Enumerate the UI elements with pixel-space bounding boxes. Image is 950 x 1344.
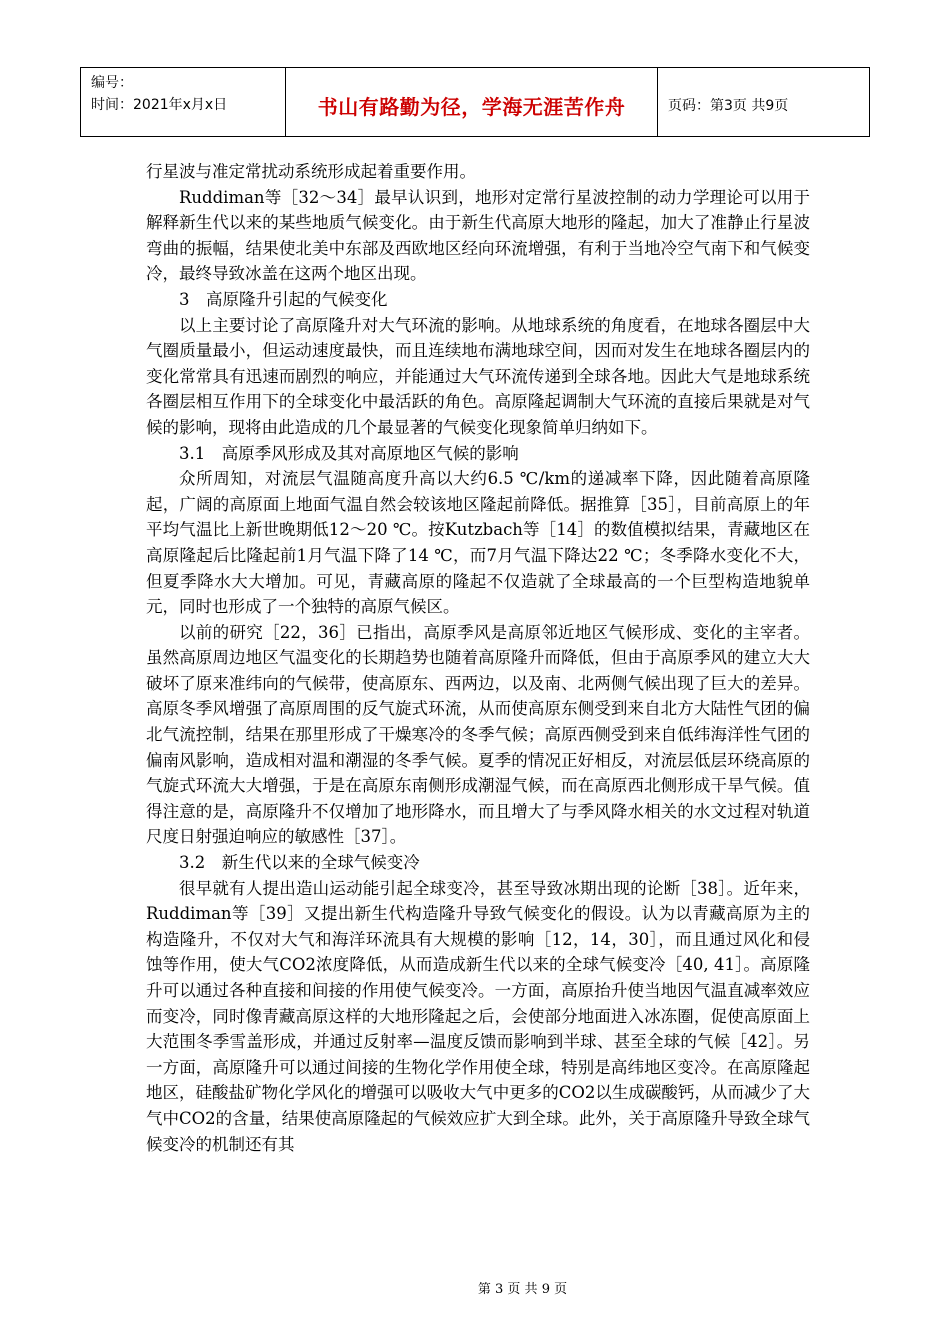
header-meta bbox=[81, 68, 286, 136]
document-header bbox=[80, 67, 870, 137]
document-body bbox=[146, 159, 810, 1157]
section-heading: 3 高原隆升引起的气候变化 bbox=[179, 289, 388, 309]
paragraph: 很早就有人提出造山运动能引起全球变冷，甚至导致冰期出现的论断［38］。近年来，Ruddiman等［39］又提出新生代构造隆升导致气候变化的假设。认为以青藏高原为主的构造隆升，不仅对大气和海洋环流具有大规模的影响［12，14，30］，而且通过风化和侵蚀等作用，使大气CO2浓度降低，从而造成新生代以来的全球气候变冷［40, 41］。高原隆升可以通过各种直接和间接的作用使气候变冷。一方面，高原抬升使当地因气温直减率效应而变冷，同时像青藏高原这样的大地形隆起之后，会使部分地面进入冰冻圈，促使高原面上大范围冬季雪盖形成，并通过反射率—温度反馈而影响到半球、甚至全球的气候［42］。另一方面，高原隆升可以通过间接的生物化学作用使全球，特别是高纬地区变冷。在高原隆起地区，硅酸盐矿物化学风化的增强可以吸收大气中更多的CO2以生成碳酸钙，从而减少了大气中CO2的含量，结果使高原隆起的气候效应扩大到全球。此外，关于高原隆升导致全球气候变冷的机制还有其 bbox=[146, 878, 810, 1154]
subsection-heading: 3.2 新生代以来的全球气候变冷 bbox=[179, 853, 420, 873]
subsection-heading: 3.1 高原季风形成及其对高原地区气候的影响 bbox=[179, 443, 519, 463]
serial-number: 编号： bbox=[91, 75, 133, 91]
date-line: 时间：2021年x月x日 bbox=[91, 97, 228, 113]
page-footer: 第 3 页 共 9 页 bbox=[477, 1282, 568, 1297]
paragraph: 以上主要讨论了高原隆升对大气环流的影响。从地球系统的角度看，在地球各圈层中大气圈质量最小，但运动速度最快，而且连续地布满地球空间，因而对发生在地球各圈层内的变化常常具有迅速而剧烈的响应，并能通过大气环流传递到全球各地。因此大气是地球系统各圈层相互作用下的全球变化中最活跃的角色。高原隆起调制大气环流的直接后果就是对气候的影响，现将由此造成的几个最显著的气候变化现象简单归纳如下。 bbox=[146, 315, 810, 437]
paragraph: 以前的研究［22，36］已指出，高原季风是高原邻近地区气候形成、变化的主宰者。虽然高原周边地区气温变化的长期趋势也随着高原隆升而降低，但由于高原季风的建立大大破坏了原来准纬向的气候带，使高原东、西两边，以及南、北两侧气候出现了巨大的差异。高原冬季风增强了高原周围的反气旋式环流，从而使高原东侧受到来自北方大陆性气团的偏北气流控制，结果在那里形成了干燥寒冷的冬季气候；高原西侧受到来自低纬海洋性气团的偏南风影响，造成相对温和潮湿的冬季气候。夏季的情况正好相反，对流层低层环绕高原的气旋式环流大大增强，于是在高原东南侧形成潮湿气候，而在高原西北侧形成干旱气候。值得注意的是，高原隆升不仅增加了地形降水，而且增大了与季风降水相关的水文过程对轨道尺度日射强迫响应的敏感性［37］。 bbox=[146, 622, 810, 847]
paragraph: 众所周知，对流层气温随高度升高以大约6.5 ℃/km的递减率下降，因此随着高原隆起，广阔的高原面上地面气温自然会较该地区隆起前降低。据推算［35］，目前高原上的年平均气温比上新世晚期低12～20 ℃。按Kutzbach等［14］的数值模拟结果，青藏地区在高原隆起后比隆起前1月气温下降了14 ℃，而7月气温下降达22 ℃；冬季降水变化不大，但夏季降水大大增加。可见，青藏高原的隆起不仅造就了全球最高的一个巨型构造地貌单元，同时也形成了一个独特的高原气候区。 bbox=[146, 469, 810, 617]
motto: 书山有路勤为径，学海无涯苦作舟 bbox=[317, 94, 626, 119]
header-motto-cell bbox=[286, 68, 658, 136]
paragraph: Ruddiman等［32～34］最早认识到，地形对定常行星波控制的动力学理论可以用于解释新生代以来的某些地质气候变化。由于新生代高原大地形的隆起，加大了准静止行星波弯曲的振幅，结果使北美中东部及西欧地区经向环流增强，有利于当地冷空气南下和气候变冷，最终导致冰盖在这两个地区出现。 bbox=[146, 187, 810, 284]
header-page-cell bbox=[658, 68, 869, 136]
paragraph: 行星波与准定常扰动系统形成起着重要作用。 bbox=[146, 162, 476, 181]
page-info: 页码：第3页 共9页 bbox=[668, 98, 789, 114]
